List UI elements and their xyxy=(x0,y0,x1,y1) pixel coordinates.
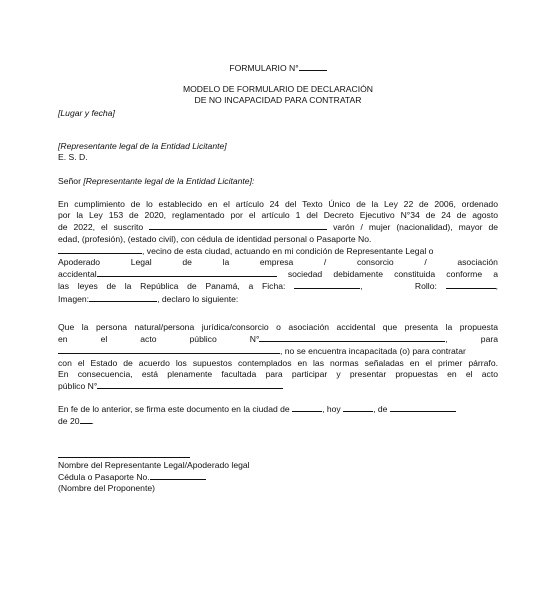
day-blank[interactable] xyxy=(343,403,373,412)
imagen-blank[interactable] xyxy=(89,293,157,302)
purpose-blank[interactable] xyxy=(58,345,280,354)
form-heading xyxy=(58,84,498,106)
heading-line-2: DE NO INCAPACIDAD PARA CONTRATAR xyxy=(194,95,362,106)
signature-line[interactable] xyxy=(58,457,190,458)
signer-id-blank[interactable] xyxy=(150,471,206,480)
ficha-blank[interactable] xyxy=(294,280,360,289)
signer-id-label: Cédula o Pasaporte No. xyxy=(58,472,150,483)
recipient-name: [Representante legal de la Entidad Licitante] xyxy=(58,141,227,151)
paragraph-1: En cumplimiento de lo establecido en el artículo 24 del Texto Único de la Ley 22 de 2006, ordenado por la Ley 153 de 2020, reglamentado por el artículo 1 del Decreto Ejecutivo N°34 de 24 de agosto de 2022, el suscrito varón / mujer (nacionalidad), mayor de edad, (profesión), (estado civil), con cédula de identidad personal o Pasaporte No. , vecino de esta ciudad, actuando en mi condición de Representante Legal o Apoderado Legal de la empresa / consorcio / asociación accidental sociedad debidamente constituida conforme a las leyes de la República de Panamá, a Ficha: , Rollo: , Imagen: , declaro lo siguiente: xyxy=(58,199,499,304)
esd-line: E. S. D. xyxy=(58,152,88,163)
paragraph-2: Que la persona natural/persona jurídica/consorcio o asociación accidental que presenta la propuesta en el acto público N° , para , no se encuentra incapacitada (o) para contratar con el Estado de acuerdo los supuestos contemplados en las normas señaladas en el primer párrafo. En consecuencia, está plenamente facultada para participar y presentar propuestas en el acto público N° xyxy=(58,322,498,392)
city-blank[interactable] xyxy=(292,403,322,412)
signer-name-label: Nombre del Representante Legal/Apoderado legal xyxy=(58,460,250,470)
company-blank[interactable] xyxy=(97,268,277,277)
form-title: FORMULARIO N° xyxy=(58,62,498,74)
heading-line-1: MODELO DE FORMULARIO DE DECLARACIÓN xyxy=(182,84,374,94)
act-number-blank[interactable] xyxy=(259,333,445,342)
greeting: Señor [Representante legal de la Entidad Licitante]: xyxy=(58,176,255,186)
name-blank[interactable] xyxy=(149,221,327,230)
id-number-blank[interactable] xyxy=(58,245,142,254)
place-date: [Lugar y fecha] xyxy=(58,108,115,118)
public-act-number-blank[interactable] xyxy=(97,380,283,389)
rollo-blank[interactable] xyxy=(446,280,496,289)
recipient-block xyxy=(58,141,498,163)
month-blank[interactable] xyxy=(390,403,456,412)
form-number-blank[interactable] xyxy=(299,62,327,71)
paragraph-3: En fe de lo anterior, se firma este documento en la ciudad de , hoy , de de 20 . xyxy=(58,403,498,427)
year-blank[interactable] xyxy=(80,415,92,424)
proponent-name-label: (Nombre del Proponente) xyxy=(58,483,155,494)
signature-block xyxy=(58,460,498,495)
